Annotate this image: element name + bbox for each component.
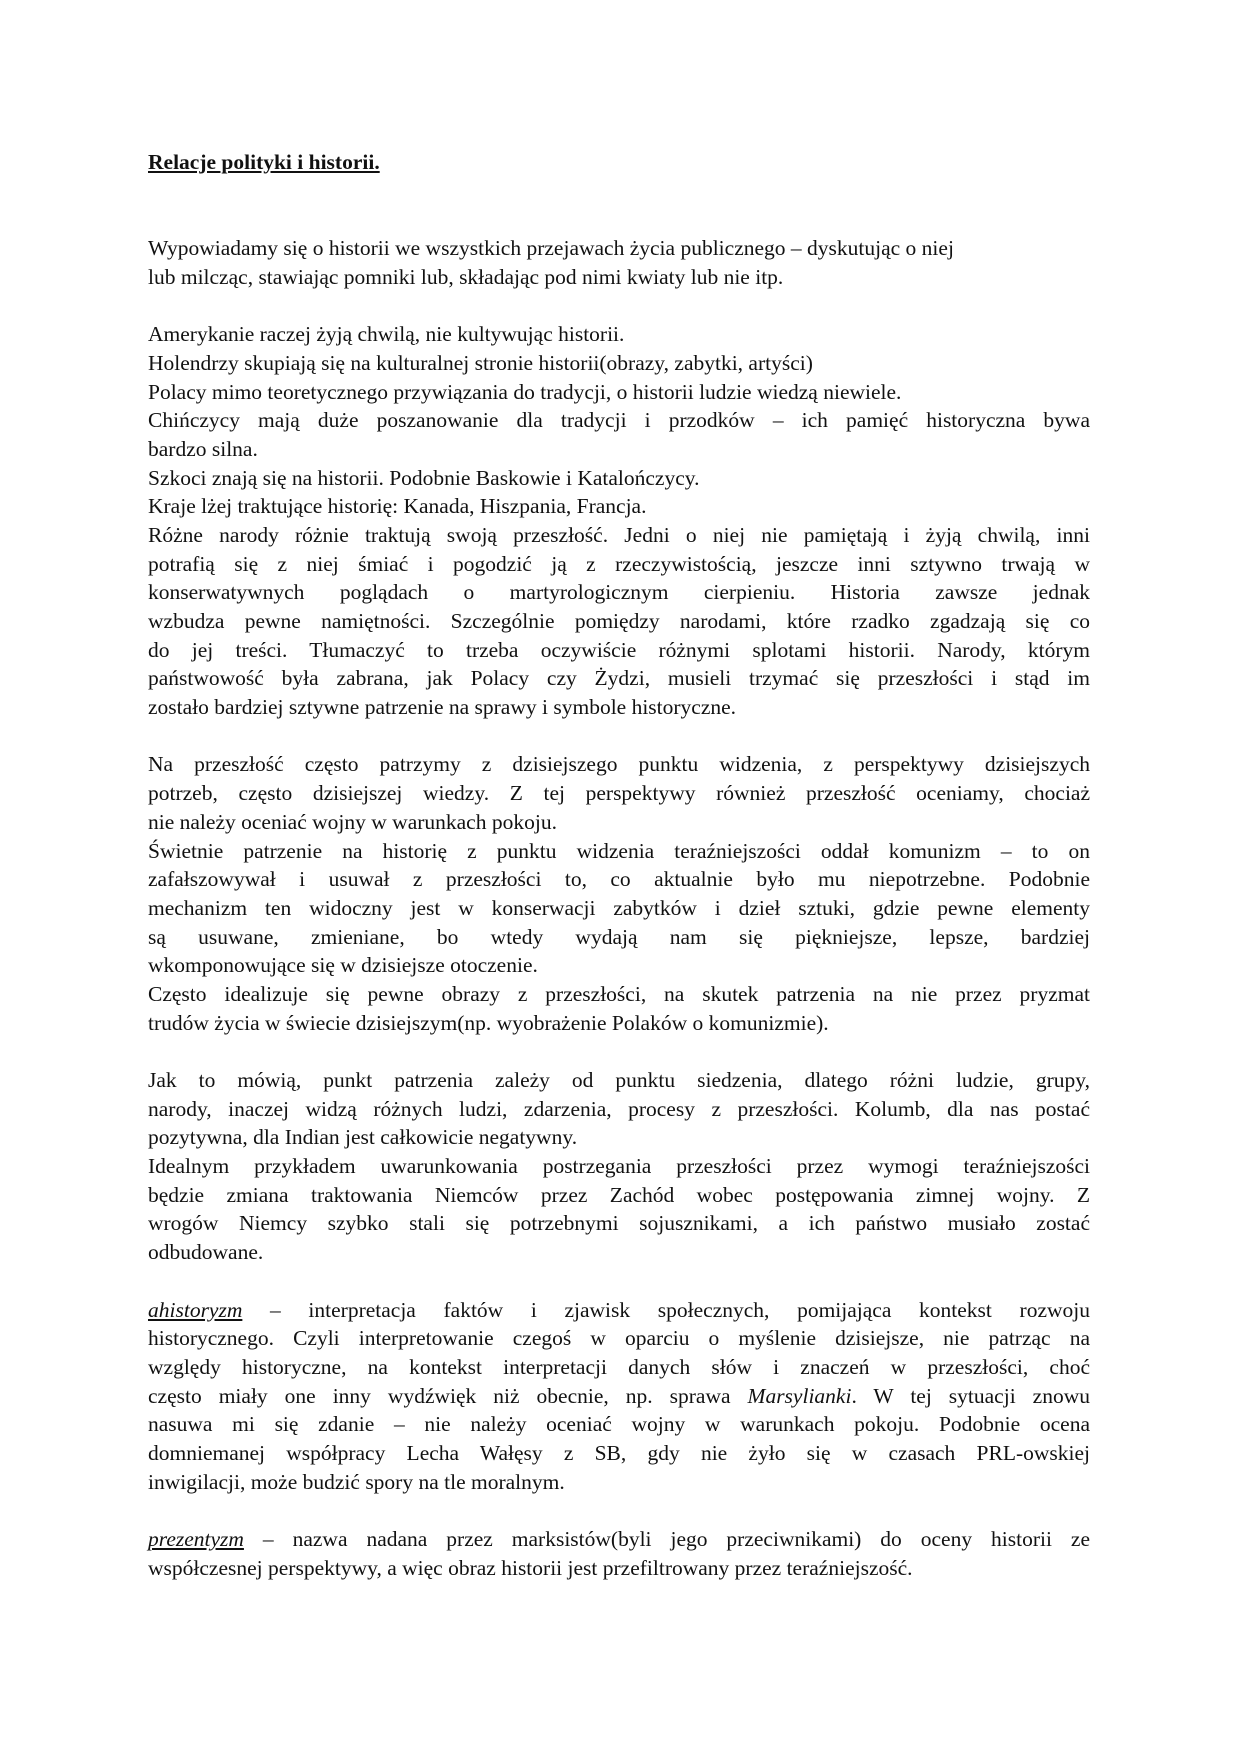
text-line: Idealnym przykładem uwarunkowania postrzegania przeszłości przez wymogi teraźniejszości [148, 1154, 1090, 1179]
text-line: Kraje lżej traktujące historię: Kanada, Hiszpania, Francja. [148, 494, 647, 519]
text-segment: – nazwa nadana przez marksistów(byli jego przeciwnikami) do oceny historii ze [243, 1527, 1090, 1551]
text-segment: często miały one inny wydźwięk niż obecnie, np. sprawa [148, 1383, 748, 1408]
text-line: Na przeszłość często patrzymy z dzisiejszego punktu widzenia, z perspektywy dzisiejszych [148, 752, 1090, 777]
text-line [148, 1296, 1090, 1325]
text-line: pozytywna, dla Indian jest całkowicie negatywny. [148, 1125, 578, 1150]
text-line: konserwatywnych poglądach o martyrologicznym cierpieniu. Historia zawsze jednak [148, 580, 1090, 605]
text-line: potrzeb, często dzisiejszej wiedzy. Z tej perspektywy również przeszłość oceniamy, chociaż [148, 781, 1090, 806]
emphasized-term: prezentyzm [148, 1527, 244, 1551]
text-line: wzbudza pewne namiętności. Szczególnie pomiędzy narodami, które rzadko zgadzają się co [148, 609, 1090, 633]
text-line: potrafią się z niej śmiać i pogodzić ją z rzeczywistością, jeszcze inni sztywno trwają w [148, 551, 1090, 576]
text-line [148, 1525, 1090, 1554]
text-line: państwowość była zabrana, jak Polacy czy Żydzi, musieli trzymać się przeszłości i stąd im [148, 666, 1090, 691]
text-line: są usuwane, zmieniane, bo wtedy wydają nam się piękniejsze, lepsze, bardziej [148, 924, 1090, 949]
text-line: Szkoci znają się na historii. Podobnie Baskowie i Katalończycy. [148, 465, 700, 490]
document-page [148, 148, 1090, 1582]
document-title [148, 148, 1090, 177]
text-line: do jej treści. Tłumaczyć to trzeba oczywiście różnymi splotami historii. Narody, którym [148, 637, 1090, 662]
text-segment: – interpretacja faktów i zjawisk społecznych, pomijająca kontekst rozwoju [242, 1297, 1090, 1322]
text-line: wkomponowujące się w dzisiejsze otoczenie. [148, 953, 538, 978]
text-line: bardzo silna. [148, 436, 258, 461]
title-text: Relacje polityki i historii. [148, 150, 380, 174]
blank-line [148, 1496, 1090, 1525]
text-line: Chińczycy mają duże poszanowanie dla tradycji i przodków – ich pamięć historyczna bywa [148, 408, 1090, 433]
text-line: Często idealizuje się pewne obrazy z przeszłości, na skutek patrzenia na nie przez pryzmat [148, 981, 1090, 1006]
text-line: Jak to mówią, punkt patrzenia zależy od punktu siedzenia, dlatego różni ludzie, grupy, [148, 1068, 1090, 1092]
emphasized-term: Marsylianki [747, 1383, 852, 1408]
text-line: Wypowiadamy się o historii we wszystkich przejawach życia publicznego – dyskutując o niej [148, 236, 954, 261]
text-line: zostało bardziej sztywne patrzenie na sprawy i symbole historyczne. [148, 695, 737, 720]
blank-line [148, 177, 1090, 206]
text-line: będzie zmiana traktowania Niemców przez Zachód wobec postępowania zimnej wojny. Z [148, 1182, 1090, 1207]
text-line: Amerykanie raczej żyją chwilą, nie kultywując historii. [148, 322, 625, 347]
text-segment: . W tej sytuacji znowu [851, 1383, 1090, 1408]
blank-line [148, 1267, 1090, 1296]
text-line: Holendrzy skupiają się na kulturalnej stronie historii(obrazy, zabytki, artyści) [148, 350, 813, 375]
text-line: mechanizm ten widoczny jest w konserwacji zabytków i dzieł sztuki, gdzie pewne elementy [148, 895, 1090, 920]
emphasized-term: ahistoryzm [148, 1297, 243, 1322]
blank-line [148, 722, 1090, 751]
text-line: nie należy oceniać wojny w warunkach pokoju. [148, 809, 557, 834]
text-line: inwigilacji, może budzić spory na tle moralnym. [148, 1469, 565, 1494]
text-line: nasuwa mi się zdanie – nie należy oceniać wojny w warunkach pokoju. Podobnie ocena [148, 1412, 1090, 1437]
text-line: odbudowane. [148, 1240, 264, 1265]
text-line: Polacy mimo teoretycznego przywiązania do tradycji, o historii ludzie wiedzą niewiele. [148, 379, 902, 404]
text-line: trudów życia w świecie dzisiejszym(np. wyobrażenie Polaków o komunizmie). [148, 1010, 829, 1035]
text-line: wrogów Niemcy szybko stali się potrzebnymi sojusznikami, a ich państwo musiało zostać [148, 1211, 1090, 1236]
text-line: narody, inaczej widzą różnych ludzi, zdarzenia, procesy z przeszłości. Kolumb, dla nas postać [148, 1096, 1090, 1121]
text-line: lub milcząc, stawiając pomniki lub, składając pod nimi kwiaty lub nie itp. [148, 264, 784, 289]
blank-line [148, 291, 1090, 320]
text-line: Różne narody różnie traktują swoją przeszłość. Jedni o niej nie pamiętają i żyją chwilą, inni [148, 522, 1090, 547]
blank-line [148, 1037, 1090, 1066]
blank-line [148, 205, 1090, 234]
text-line: współczesnej perspektywy, a więc obraz historii jest przefiltrowany przez teraźniejszość. [148, 1555, 913, 1580]
text-line: Świetnie patrzenie na historię z punktu widzenia teraźniejszości oddał komunizm – to on [148, 838, 1090, 863]
text-line [148, 1382, 1090, 1411]
text-line: zafałszowywał i usuwał z przeszłości to, co aktualnie było mu niepotrzebne. Podobnie [148, 867, 1090, 892]
text-line: historycznego. Czyli interpretowanie czegoś w oparciu o myślenie dzisiejsze, nie patrząc na [148, 1326, 1090, 1351]
text-line: domniemanej współpracy Lecha Wałęsy z SB, gdy nie żyło się w czasach PRL-owskiej [148, 1440, 1090, 1465]
text-line: względy historyczne, na kontekst interpretacji danych słów i znaczeń w przeszłości, choć [148, 1354, 1090, 1379]
